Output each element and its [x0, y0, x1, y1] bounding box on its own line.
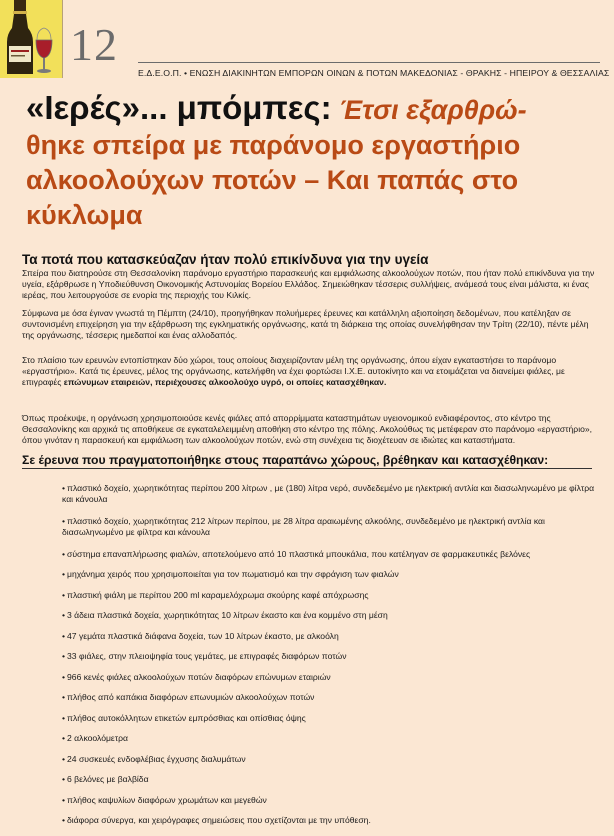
- list-item-text: 2 αλκοολόμετρα: [67, 733, 129, 744]
- page-number: 12: [70, 19, 118, 70]
- headline-lead: «Ιερές»... μπόμπες:: [26, 89, 332, 126]
- list-item-text: 966 κενές φιάλες αλκοολούχων ποτών διαφόρων επώνυμων εταιριών: [67, 671, 331, 682]
- publisher-line: Ε.Δ.Ε.Ο.Π. • ΕΝΩΣΗ ΔΙΑΚΙΝΗΤΩΝ ΕΜΠΟΡΩΝ ΟΙΝΩΝ & ΠΟΤΩΝ ΜΑΚΕΔΟΝΙΑΣ - ΘΡΑΚΗΣ - ΗΠΕΙΡΟΥ & ΘΕΣΣΑΛΙΑΣ: [138, 68, 610, 78]
- paragraph-2: Σύμφωνα με όσα έγιναν γνωστά τη Πέμπτη (24/10), προηγήθηκαν πολυήμερες έρευνες και κατάλληλη αξιοποίηση δεδομένων, που κατέληξαν σε συντονισμένη επιχείρηση για την εξάρθρωση της εγκληματικής οργάνωσης, κατά τη διάρκεια της οποίας συνελήφθησαν την Τρίτη (22/10), πέντε μέλη της οργάνωσης, τέσσερις ημεδαποί και ένας αλλοδαπός.: [22, 308, 589, 341]
- heading-underline: [22, 468, 592, 469]
- article-headline: [26, 90, 601, 233]
- bullet-icon: •: [62, 630, 66, 641]
- bullet-icon: •: [62, 569, 66, 580]
- list-item-text: πλήθος αυτοκόλλητων ετικετών εμπρόσθιας και οπίσθιας όψης: [67, 712, 306, 723]
- page-header: [0, 0, 614, 86]
- list-item: [62, 590, 597, 601]
- headline-italic: Έτσι εξαρθρώ-: [339, 95, 527, 125]
- bullet-icon: •: [62, 610, 66, 621]
- list-item-text: πλήθος από καπάκια διαφόρων επωνυμιών αλκοολούχων ποτών: [67, 692, 315, 703]
- paragraph-3-bold: επώνυμων εταιρειών, περιέχουσες αλκοολούχο υγρό, οι οποίες κατασχέθηκαν.: [63, 377, 387, 388]
- header-divider: [62, 0, 63, 78]
- bullet-icon: •: [62, 753, 66, 764]
- bullet-icon: •: [62, 774, 66, 785]
- list-item: [62, 692, 597, 703]
- list-item: [62, 774, 597, 785]
- headline-line-2: θηκε σπείρα με παράνομο εργαστήριο: [26, 130, 521, 160]
- bullet-icon: •: [62, 515, 66, 526]
- list-item-text: πλαστικό δοχείο, χωρητικότητας 212 λίτρων περίπου, με 28 λίτρα αραιωμένης αλκοόλης, συνδεδεμένο με ηλεκτρική αντλία και διασωληνωμένο με φίλτρα και κάνουλα: [62, 515, 545, 538]
- list-item: [62, 815, 597, 826]
- list-item: [62, 516, 597, 538]
- list-item-text: 6 βελόνες με βαλβίδα: [67, 774, 149, 785]
- list-item-text: σύστημα επαναπλήρωσης φιαλών, αποτελούμενο από 10 πλαστικά μπουκάλια, που κατέληγαν σε φαρμακευτικές βελόνες: [67, 548, 531, 559]
- list-item-text: πλαστικό δοχείο, χωρητικότητας περίπου 200 λίτρων , με (180) λίτρα νερό, συνδεδεμένο με ηλεκτρική αντλία και διασωληνωμένο με φίλτρα και κάνουλα: [62, 483, 595, 505]
- headline-line-4: κύκλωμα: [26, 200, 143, 230]
- headline-line-3: αλκοολούχων ποτών – Και παπάς στο: [26, 165, 519, 195]
- bullet-icon: •: [62, 671, 66, 682]
- bullet-icon: •: [62, 692, 66, 703]
- list-item: [62, 754, 597, 765]
- list-item-text: 24 συσκευές ενδοφλέβιας έγχυσης διαλυμάτων: [67, 753, 246, 764]
- list-item-text: διάφορα σύνεργα, και χειρόγραφες σημειώσεις που σχετίζονται με την υπόθεση.: [67, 815, 371, 826]
- seized-items-heading: Σε έρευνα που πραγματοποιήθηκε στους παραπάνω χώρους, βρέθηκαν και κατασχέθηκαν:: [22, 453, 549, 467]
- list-item-text: πλήθος καψυλίων διαφόρων χρωμάτων και μεγεθών: [67, 794, 267, 805]
- list-item: [62, 733, 597, 744]
- list-item: [62, 569, 597, 580]
- bullet-icon: •: [62, 548, 66, 559]
- list-item: [62, 610, 597, 621]
- article-subheading: Τα ποτά που κατασκεύαζαν ήταν πολύ επικίνδυνα για την υγεία: [22, 252, 429, 267]
- list-item: [62, 795, 597, 806]
- bullet-icon: •: [62, 733, 66, 744]
- header-rule: [138, 62, 600, 63]
- list-item: [62, 713, 597, 724]
- list-item-text: 47 γεμάτα πλαστικά διάφανα δοχεία, των 10 λίτρων έκαστο, με αλκοόλη: [67, 630, 339, 641]
- paragraph-3-text: Στο πλαίσιο των ερευνών εντοπίστηκαν δύο χώροι, τους οποίους διαχειρίζονταν μέλη της οργάνωσης, όπου είχαν εγκαταστήσει το παράνομο «εργαστήριο». Κατά τις έρευνες, μέλος της οργάνωσης, κατελήφθη να έχει φορτώσει Ι.Χ.Ε. αυτοκίνητο και να ετοιμάζεται να διανείμει φιάλες, με επιγραφές: [22, 355, 565, 388]
- bullet-icon: •: [62, 815, 66, 826]
- bullet-icon: •: [62, 712, 66, 723]
- seized-items-list: [62, 483, 597, 836]
- paragraph-1: Σπείρα που διατηρούσε στη Θεσσαλονίκη παράνομο εργαστήριο παρασκευής και εμφιάλωσης αλκοολούχων ποτών, που ήταν πολύ επικίνδυνα για την υγεία, εξάρθρωσε η Υποδιεύθυνση Οικονομικής Αστυνομίας Βορείου Ελλάδος. Σημειώθηκαν τέσσερις συλλήψεις, ανάμεσά τους είναι μάλιστα, κι ένας ιερέας, που λειτουργούσε σε ενορία της περιοχής του Κιλκίς.: [22, 268, 595, 301]
- paragraph-4: Όπως προέκυψε, η οργάνωση χρησιμοποιούσε κενές φιάλες από απορρίμματα καταστημάτων υγειονομικού ενδιαφέροντος, στο κέντρο της Θεσσαλονίκης και αρχικά τις αποθήκευε σε εγκαταλελειμμένη αποθήκη στο κέντρο της πόλης. Ακολούθως τις μετέφεραν στο παράνομο «εργαστήριο», όπου γινόταν η παρασκευή και εμφιάλωση των αλκοολούχων ποτών, ενώ στη συνέχεια τις διοχέτευαν σε ιδιώτες και καταστήματα.: [22, 413, 593, 446]
- list-item: [62, 631, 597, 642]
- list-item-text: μηχάνημα χειρός που χρησιμοποιείται για τον πωματισμό και την σφράγιση των φιαλών: [67, 569, 399, 580]
- list-item-text: 33 φιάλες, στην πλειοψηφία τους γεμάτες, με επιγραφές διαφόρων ποτών: [67, 651, 347, 662]
- bullet-icon: •: [62, 589, 66, 600]
- bullet-icon: •: [62, 651, 66, 662]
- list-item: [62, 672, 597, 683]
- bullet-icon: •: [62, 483, 66, 493]
- paragraph-3: [22, 355, 597, 388]
- list-item-text: 3 άδεια πλαστικά δοχεία, χωρητικότητας 10 λίτρων έκαστο και ένα κομμένο στη μέση: [67, 610, 388, 621]
- list-item: [62, 549, 597, 560]
- list-item-text: πλαστική φιάλη με περίπου 200 ml καραμελόχρωμα σκούρης καφέ απόχρωσης: [67, 589, 369, 600]
- list-item: [62, 651, 597, 662]
- list-item: [62, 483, 597, 505]
- bullet-icon: •: [62, 794, 66, 805]
- wine-bottle-glass-icon: [0, 0, 62, 78]
